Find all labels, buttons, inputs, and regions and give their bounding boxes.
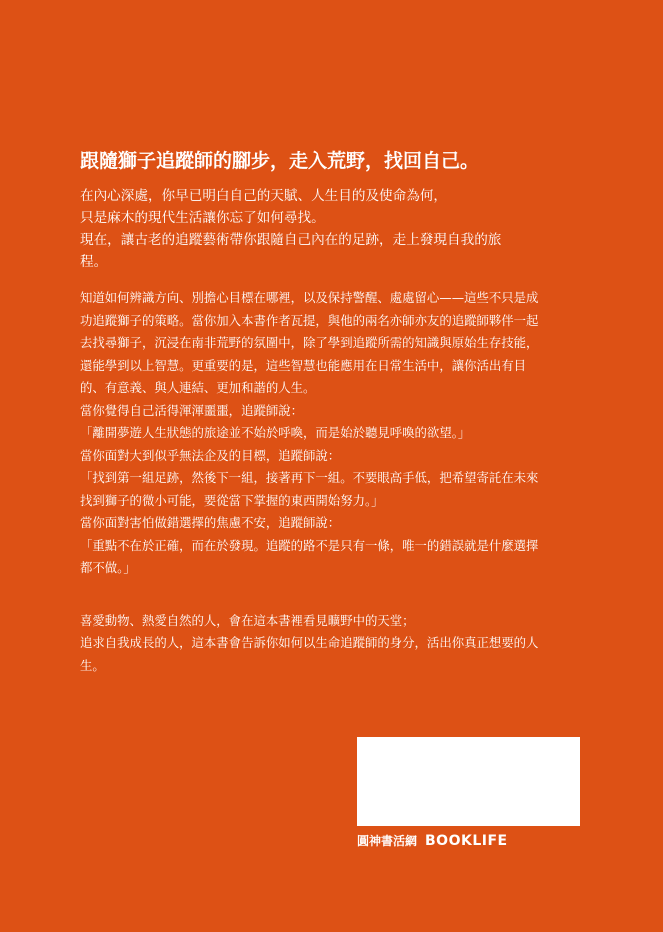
body-line: 當你覺得自己活得渾渾噩噩，追蹤師說： bbox=[80, 402, 304, 418]
publisher-name-en: BOOKLIFE bbox=[425, 832, 508, 849]
intro-line: 只是麻木的現代生活讓你忘了如何尋找。 bbox=[80, 210, 325, 226]
intro-paragraph bbox=[80, 185, 600, 273]
closing-line: 追求自我成長的人，這本書會告訴你如何以生命追蹤師的身分，活出你真正想要的人 bbox=[80, 635, 539, 650]
body-line: 還能學到以上智慧。更重要的是，這些智慧也能應用在日常生活中，讓你活出有目 bbox=[80, 357, 527, 373]
body-line: 當你面對大到似乎無法企及的目標，追蹤師說： bbox=[80, 447, 341, 463]
intro-line: 在內心深處，你早已明白自己的天賦、人生目的及使命為何， bbox=[80, 188, 448, 204]
body-line: 都不做。」 bbox=[80, 560, 136, 575]
intro-line: 現在，讓古老的追蹤藝術帶你跟隨自己內在的足跡，走上發現自我的旅 bbox=[80, 232, 502, 248]
closing-line: 喜愛動物、熱愛自然的人，會在這本書裡看見曠野中的天堂； bbox=[80, 612, 415, 628]
closing-paragraph bbox=[80, 610, 600, 678]
body-line: 當你面對害怕做錯選擇的焦慮不安，追蹤師說： bbox=[80, 515, 341, 530]
back-cover-copy bbox=[80, 147, 600, 677]
headline: 跟隨獅子追蹤師的腳步，走入荒野，找回自己。 bbox=[80, 150, 480, 172]
intro-line: 程。 bbox=[80, 254, 108, 270]
body-line: 的、有意義、與人連結、更加和諧的人生。 bbox=[80, 380, 316, 395]
closing-line: 生。 bbox=[80, 657, 105, 673]
barcode-area bbox=[357, 737, 580, 826]
publisher-logo bbox=[357, 832, 508, 849]
body-line: 「重點不在於正確，而在於發現。追蹤的路不是只有一條，唯一的錯誤就是什麼選擇 bbox=[80, 537, 539, 553]
body-line: 功追蹤獅子的策略。當你加入本書作者瓦提，與他的兩名亦師亦友的追蹤師夥伴一起 bbox=[80, 312, 539, 328]
body-paragraph bbox=[80, 287, 600, 580]
body-line: 「離開夢遊人生狀態的旅途並不始於呼喚，而是始於聽見呼喚的欲望。」 bbox=[80, 425, 471, 440]
publisher-name-zh: 圓神書活網 bbox=[357, 834, 418, 848]
body-line: 「找到第一組足跡，然後下一組，接著再下一組。不要眼高手低，把希望寄託在未來 bbox=[80, 470, 539, 485]
body-line: 去找尋獅子，沉浸在南非荒野的氛圍中，除了學到追蹤所需的知識與原始生存技能， bbox=[80, 335, 539, 350]
body-line: 找到獅子的微小可能，要從當下掌握的東西開始努力。」 bbox=[80, 492, 384, 508]
body-line: 知道如何辨識方向、別擔心目標在哪裡，以及保持警醒、處處留心——這些不只是成 bbox=[80, 290, 539, 305]
